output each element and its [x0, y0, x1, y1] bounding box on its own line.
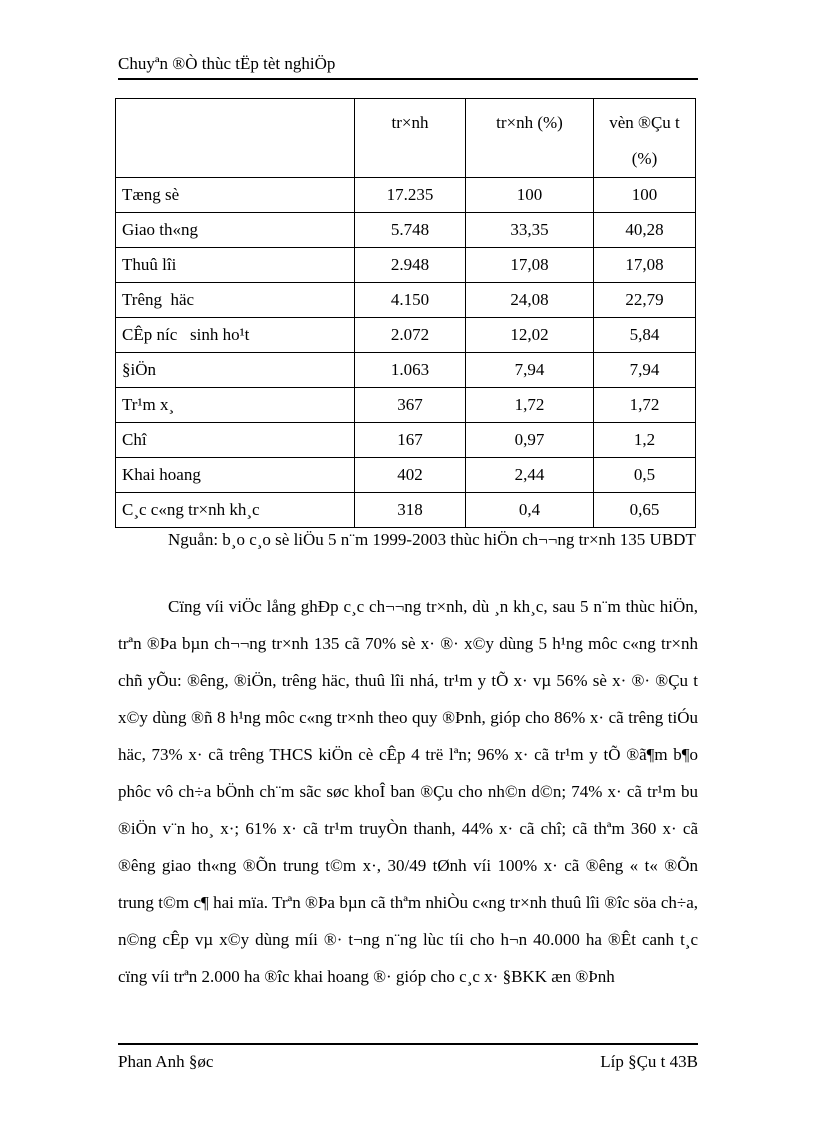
table-cell-label: Trêng häc	[116, 283, 355, 318]
table-cell-label: Giao th«ng	[116, 213, 355, 248]
table-row	[116, 353, 696, 388]
table-cell: 22,79	[594, 283, 696, 318]
table-cell: 17,08	[594, 248, 696, 283]
table-header-row	[116, 99, 696, 178]
table-cell: 367	[355, 388, 466, 423]
table-cell-label: CÊp níc sinh ho¹t	[116, 318, 355, 353]
table-row	[116, 458, 696, 493]
table-cell: 7,94	[594, 353, 696, 388]
page-header-title: Chuyªn ®Ò thùc tËp tèt nghiÖp	[118, 54, 336, 73]
table-row	[116, 318, 696, 353]
table-cell: 24,08	[466, 283, 594, 318]
table-header-cell: vèn ®Çu t (%)	[594, 99, 696, 178]
table-cell: 100	[466, 178, 594, 213]
table-cell: 0,65	[594, 493, 696, 528]
footer-author: Phan Anh §øc	[118, 1052, 214, 1071]
table-cell: 40,28	[594, 213, 696, 248]
table-cell: 2.948	[355, 248, 466, 283]
table-cell: 17,08	[466, 248, 594, 283]
table-cell: 100	[594, 178, 696, 213]
table-cell: 0,4	[466, 493, 594, 528]
table-row	[116, 213, 696, 248]
table-header-cell: tr×nh	[355, 99, 466, 178]
table-cell-label: Thuû lîi	[116, 248, 355, 283]
table-cell: 1,72	[594, 388, 696, 423]
table-cell: 2.072	[355, 318, 466, 353]
table-cell: 0,5	[594, 458, 696, 493]
footer-class: Líp §Çu t 43B	[600, 1052, 698, 1071]
table-cell: 167	[355, 423, 466, 458]
footer-divider	[118, 1043, 698, 1045]
table-row	[116, 423, 696, 458]
table-cell: 4.150	[355, 283, 466, 318]
table-row	[116, 178, 696, 213]
table-cell-label: Khai hoang	[116, 458, 355, 493]
table-cell: 1,72	[466, 388, 594, 423]
table-cell: 7,94	[466, 353, 594, 388]
table-cell: 1.063	[355, 353, 466, 388]
investment-table	[115, 98, 696, 528]
table-cell-label: Chî	[116, 423, 355, 458]
header-divider	[118, 78, 698, 80]
table-cell: 17.235	[355, 178, 466, 213]
table-cell: 12,02	[466, 318, 594, 353]
table-cell: 5.748	[355, 213, 466, 248]
table-cell: 33,35	[466, 213, 594, 248]
table-cell: 402	[355, 458, 466, 493]
table-cell: 1,2	[594, 423, 696, 458]
table-cell: 5,84	[594, 318, 696, 353]
source-note: Nguån: b¸o c¸o sè liÖu 5 n¨m 1999-2003 thùc hiÖn ch¬¬ng tr×nh 135 UBDT	[168, 530, 696, 549]
table-cell-label: Tæng sè	[116, 178, 355, 213]
table-cell-label: C¸c c«ng tr×nh kh¸c	[116, 493, 355, 528]
table-cell-label: Tr¹m x¸	[116, 388, 355, 423]
table-row	[116, 388, 696, 423]
table-cell: 2,44	[466, 458, 594, 493]
table-cell-label: §iÖn	[116, 353, 355, 388]
table-row	[116, 248, 696, 283]
table-header-cell: tr×nh (%)	[466, 99, 594, 178]
table-header-cell	[116, 99, 355, 178]
table-cell: 318	[355, 493, 466, 528]
body-paragraph: Cïng víi viÖc lång ghÐp c¸c ch¬¬ng tr×nh, dù ¸n kh¸c, sau 5 n¨m thùc hiÖn, trªn ®Þa bµn ch¬¬ng tr×nh 135 cã 70% sè x· ®· x©y dùng 5 h¹ng môc c«ng tr×nh chñ yÕu: ®êng, ®iÖn, trêng häc, thuû lîi nhá, tr¹m y tÕ x· vµ 56% sè x· ®· ®Çu t x©y dùng ®ñ 8 h¹ng môc c«ng tr×nh theo quy ®Þnh, gióp cho 86% x· cã trêng tiÓu häc, 73% x· cã trêng THCS kiÖn cè cÊp 4 trë lªn; 96% x· cã tr¹m y tÕ ®ã¶m b¶o phôc vô ch÷a bÖnh ch¨m sãc søc khoÎ ban ®Çu cho nh©n d©n; 74% x· cã tr¹m bu ®iÖn v¨n ho¸ x·; 61% x· cã tr¹m truyÒn thanh, 44% x· cã chî; cã thªm 360 x· cã ®êng giao th«ng ®Õn trung t©m x·, 30/49 tØnh víi 100% x· cã ®êng « t« ®Õn trung t©m c¶ hai mïa. Trªn ®Þa bµn cã thªm nhiÒu c«ng tr×nh thuû lîi ®îc söa ch÷a, n©ng cÊp vµ x©y dùng míi ®· t¬ng n¨ng lùc tíi cho h¬n 40.000 ha ®Êt canh t¸c cïng víi trªn 2.000 ha ®îc khai hoang ®· gióp cho c¸c x· §BKK æn ®Þnh	[118, 597, 698, 986]
table-row	[116, 283, 696, 318]
table-cell: 0,97	[466, 423, 594, 458]
